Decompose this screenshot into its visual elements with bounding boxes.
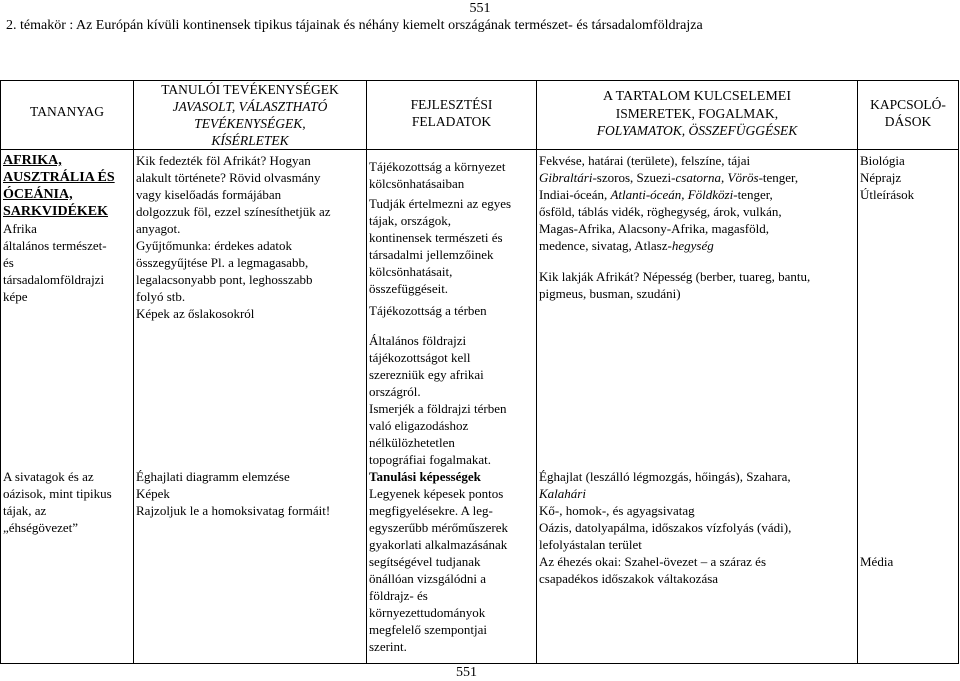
dev-task-text: Legyenek képesek pontos: [369, 486, 504, 501]
content-text: csapadékos időszakok váltakozása: [539, 571, 719, 586]
page-title: 2. témakör : Az Európán kívüli kontinensek tipikus tájainak és néhány kiemelt országának természet- és társadalomföldrajza: [6, 18, 703, 33]
header-tart-line: ISMERETEK, FOGALMAK,: [615, 106, 779, 121]
dev-task-text: topográfiai fogalmakat.: [369, 452, 492, 467]
dev-task-text: Tájékozottság a környezet: [369, 159, 506, 174]
content-text: Kő-, homok-, és agyagsivatag: [539, 503, 695, 518]
header-kapcs-line: DÁSOK: [884, 114, 932, 129]
row1-tananyag: [1, 150, 134, 469]
topic-heading: SARKVIDÉKEK: [3, 204, 109, 219]
dev-task-text: társadalmi jellemzőinek: [369, 247, 494, 262]
activity-text: Éghajlati diagramm elemzése: [136, 469, 290, 484]
header-tanuloi-line: TANULÓI TEVÉKENYSÉGEK: [161, 82, 339, 97]
dev-task-text: egyszerűbb mérőműszerek: [369, 520, 508, 535]
page-number-top: 551: [469, 1, 491, 16]
content-text: [539, 186, 855, 203]
content-text: Kalahári: [539, 486, 586, 501]
link-subject: Média: [860, 554, 894, 569]
header-fejlesztesi: [367, 81, 537, 150]
dev-task-text: megfigyelésekre. A leg-: [369, 503, 493, 518]
activity-text: Képek: [136, 486, 170, 501]
activity-text: alakult története? Rövid olvasmány: [136, 170, 321, 185]
header-tanuloi-line: TEVÉKENYSÉGEK,: [194, 116, 306, 131]
topic-text: oázisok, mint tipikus: [3, 486, 112, 501]
page-number-bottom: 551: [456, 665, 477, 680]
table-row: [1, 468, 959, 663]
table-row: [1, 150, 959, 469]
dev-task-text: tájékozottságot kell: [369, 350, 471, 365]
dev-task-text: Általános földrajzi: [369, 333, 467, 348]
dev-task-text: kölcsönhatásait,: [369, 264, 453, 279]
dev-task-text: nélkülözhetetlen: [369, 435, 455, 450]
topic-text: és: [3, 255, 14, 270]
dev-task-text: tájak, országok,: [369, 213, 451, 228]
content-text: Fekvése, határai (területe), felszíne, tájai: [539, 153, 751, 168]
content-text-part: medence, sivatag, Atlasz-: [539, 238, 672, 253]
header-tart-line: A TARTALOM KULCSELEMEI: [603, 89, 791, 104]
row2-tananyag: [1, 468, 134, 663]
header-fejl-line: FELADATOK: [411, 114, 492, 129]
content-text: pigmeus, busman, szudáni): [539, 286, 681, 301]
activity-text: anyagot.: [136, 221, 181, 236]
dev-task-text: önállóan vizsgálódni a: [369, 571, 486, 586]
place-name: Atlanti-óceán, Földközi: [610, 187, 734, 202]
curriculum-table: [0, 80, 959, 664]
place-name: csatorna, Vörös: [675, 170, 759, 185]
header-tartalom: [537, 81, 858, 150]
activity-text: Gyűjtőmunka: érdekes adatok: [136, 238, 292, 253]
dev-task-text: gyakorlati alkalmazásának: [369, 537, 508, 552]
place-name: -tenger,: [758, 170, 799, 185]
row1-kapcsolodasok: [858, 150, 959, 469]
activity-text: Rajzoljuk le a homoksivatag formáit!: [136, 503, 331, 518]
dev-task-text: környezettudományok: [369, 605, 486, 620]
topic-text: Afrika: [3, 221, 37, 236]
header-tanuloi-line: KÍSÉRLETEK: [211, 133, 289, 148]
dev-task-text: kontinensek természeti és: [369, 230, 503, 245]
link-subject: Útleírások: [860, 187, 915, 202]
header-kapcs-line: KAPCSOLÓ-: [870, 97, 946, 112]
dev-task-text: földrajz- és: [369, 588, 428, 603]
dev-task-text: Tudják értelmezni az egyes: [369, 196, 512, 211]
activity-text: dolgozzuk föl, ezzel színesíthetjük az: [136, 204, 331, 219]
topic-text: általános természet-: [3, 238, 107, 253]
dev-task-text: szerezniük egy afrikai: [369, 367, 484, 382]
dev-task-text: országról.: [369, 384, 421, 399]
activity-text: Képek az őslakosokról: [136, 306, 255, 321]
activity-text: vagy kiselőadás formájában: [136, 187, 282, 202]
activity-text: legalacsonyabb pont, leghosszabb: [136, 272, 313, 287]
row2-fejlesztesi: [367, 468, 537, 663]
dev-task-text: Tájékozottság a térben: [369, 303, 487, 318]
content-text-part: hegység: [671, 238, 714, 253]
header-tananyag: [1, 81, 134, 150]
content-text: Éghajlat (leszálló légmozgás, hőingás), Szahara,: [539, 469, 791, 484]
dev-task-text: összefüggéseit.: [369, 281, 449, 296]
dev-task-text: való eligazodáshoz: [369, 418, 469, 433]
content-text: Kik lakják Afrikát? Népesség (berber, tuareg, bantu,: [539, 269, 811, 284]
topic-text: „éhségövezet”: [3, 520, 79, 535]
row2-tartalom: [537, 468, 858, 663]
topic-heading: AUSZTRÁLIA ÉS: [3, 170, 115, 185]
place-name: -óceán,: [569, 187, 611, 202]
place-name: -szoros, Szuezi-: [592, 170, 676, 185]
header-row: [1, 81, 959, 150]
row1-tartalom: [537, 150, 858, 469]
dev-task-text: segítségével tudjanak: [369, 554, 481, 569]
content-text: Magas-Afrika, Alacsony-Afrika, magasföld,: [539, 221, 769, 236]
content-text: [539, 169, 855, 186]
row2-kapcsolodasok: [858, 468, 959, 663]
topic-heading: AFRIKA,: [3, 153, 62, 168]
dev-task-text: megfelelő szempontjai: [369, 622, 488, 637]
content-text: lefolyástalan terület: [539, 537, 642, 552]
dev-task-text: kölcsönhatásaiban: [369, 176, 465, 191]
link-subject: Biológia: [860, 153, 905, 168]
content-text: Oázis, datolyapálma, időszakos vízfolyás (vádi),: [539, 520, 792, 535]
activity-text: összegyűjtése Pl. a legmagasabb,: [136, 255, 309, 270]
content-text: [539, 237, 855, 254]
header-fejl-line: FEJLESZTÉSI: [410, 97, 493, 112]
place-name: -tenger,: [733, 187, 773, 202]
row1-tanuloi: [134, 150, 367, 469]
topic-text: tájak, az: [3, 503, 47, 518]
header-tart-line: FOLYAMATOK, ÖSSZEFÜGGÉSEK: [596, 123, 798, 138]
content-text: Az éhezés okai: Szahel-övezet – a száraz és: [539, 554, 767, 569]
topic-heading: ÓCEÁNIA,: [3, 187, 73, 202]
place-name: Indiai: [539, 187, 570, 202]
content-text: ősföld, táblás vidék, röghegység, árok, vulkán,: [539, 204, 782, 219]
dev-task-text: Ismerjék a földrajzi térben: [369, 401, 507, 416]
header-tananyag-text: TANANYAG: [30, 104, 104, 119]
dev-task-heading: Tanulási képességek: [369, 469, 481, 484]
topic-text: társadalomföldrajzi: [3, 272, 105, 287]
header-tanuloi-line: JAVASOLT, VÁLASZTHATÓ: [172, 99, 328, 114]
header-kapcsolodasok: [858, 81, 959, 150]
topic-text: A sivatagok és az: [3, 469, 94, 484]
header-tanuloi: [134, 81, 367, 150]
place-name: Gibraltári: [539, 170, 593, 185]
dev-task-text: szerint.: [369, 639, 407, 654]
row2-tanuloi: [134, 468, 367, 663]
activity-text: folyó stb.: [136, 289, 186, 304]
topic-text: képe: [3, 289, 28, 304]
row1-fejlesztesi: [367, 150, 537, 469]
activity-text: Kik fedezték föl Afrikát? Hogyan: [136, 153, 311, 168]
link-subject: Néprajz: [860, 170, 902, 185]
